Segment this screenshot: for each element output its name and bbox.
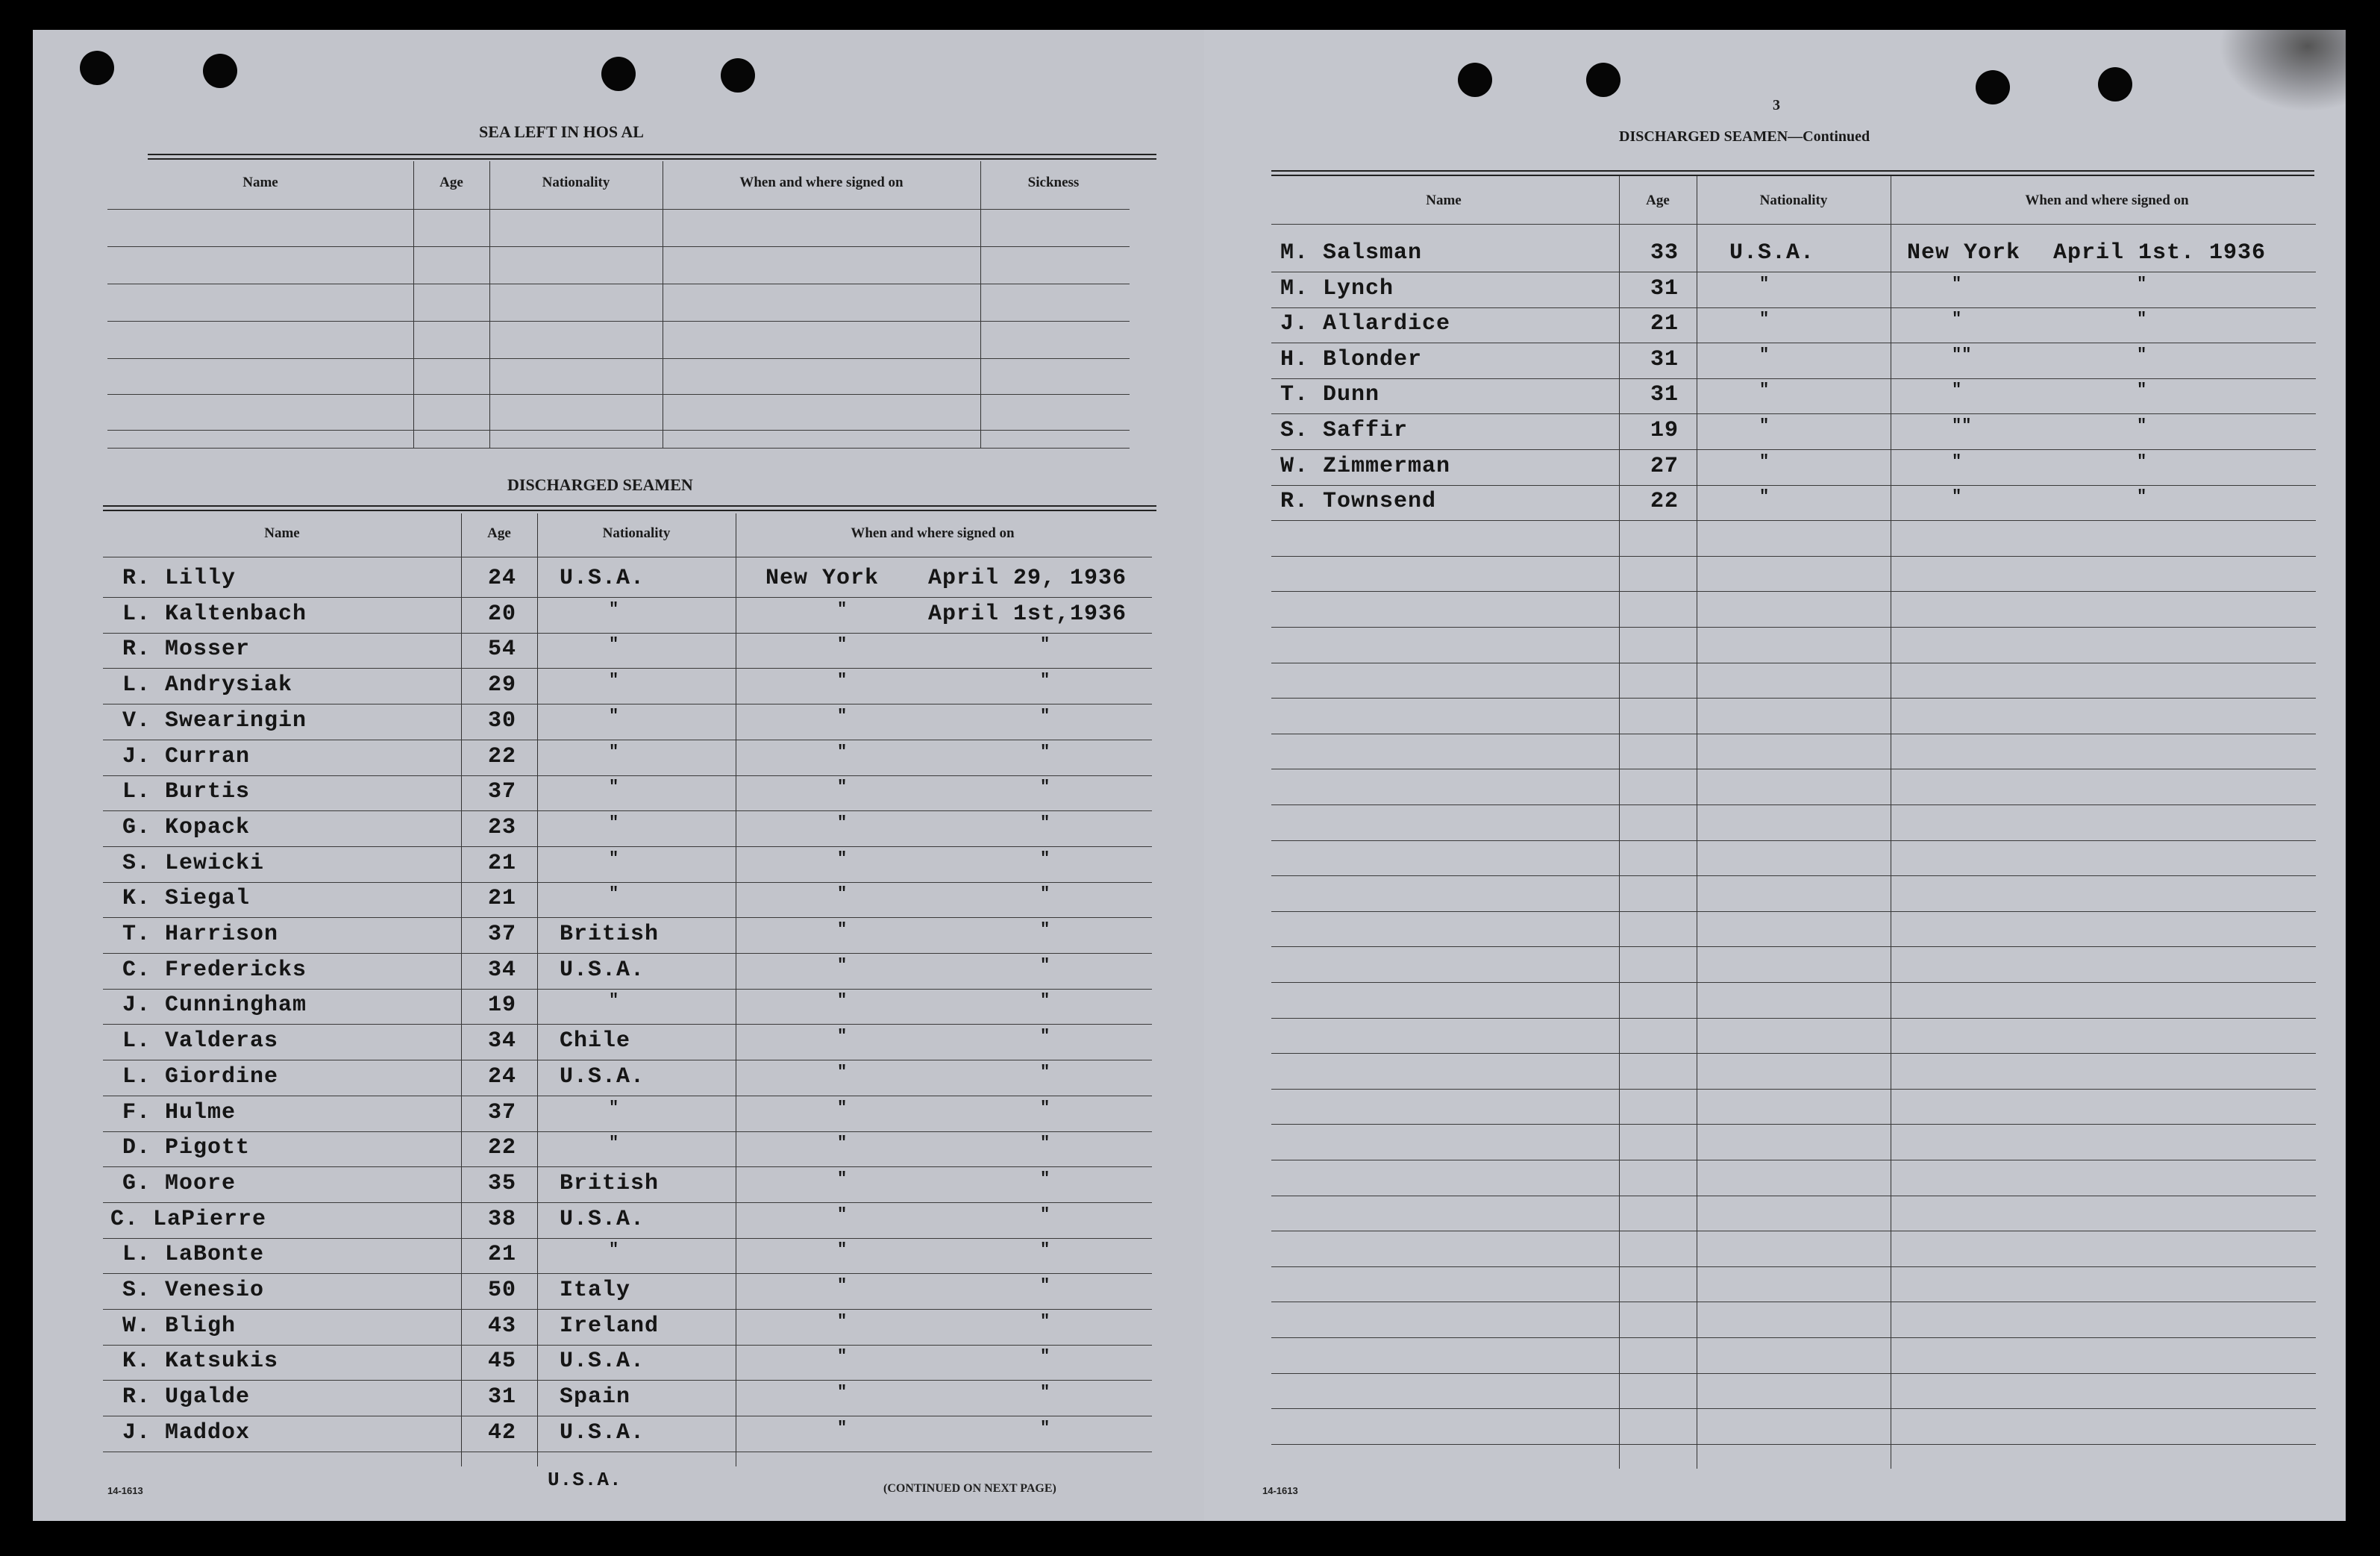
row-line bbox=[103, 882, 1152, 883]
column-header: Nationality bbox=[602, 525, 671, 541]
seaman-name: V. Swearingin bbox=[122, 707, 307, 734]
continued-note: (CONTINUED ON NEXT PAGE) bbox=[883, 1482, 1056, 1495]
ditto-mark: " bbox=[2137, 452, 2147, 471]
seaman-age: 54 bbox=[488, 637, 517, 663]
column-divider bbox=[537, 513, 538, 1466]
ditto-mark: " bbox=[1759, 416, 1770, 435]
ditto-mark: " bbox=[1759, 345, 1770, 364]
ditto-mark: " bbox=[2137, 381, 2147, 400]
seaman-nationality: Italy bbox=[560, 1278, 631, 1303]
ditto-mark: " bbox=[2137, 310, 2147, 329]
seaman-name: C. Fredericks bbox=[122, 957, 307, 983]
right-ledger-page bbox=[1204, 30, 2346, 1521]
column-header: Age bbox=[439, 175, 463, 190]
seaman-age: 43 bbox=[488, 1313, 517, 1339]
row-line bbox=[103, 989, 1152, 990]
seaman-age: 37 bbox=[488, 779, 517, 805]
binder-hole bbox=[1458, 63, 1492, 97]
column-header: Name bbox=[1426, 193, 1462, 208]
seaman-age: 30 bbox=[488, 707, 517, 734]
seaman-age: 19 bbox=[1650, 418, 1679, 443]
ditto-mark: " bbox=[837, 778, 848, 797]
row-line bbox=[1271, 804, 2316, 805]
row-line bbox=[103, 775, 1152, 776]
seaman-nationality: U.S.A. bbox=[560, 1349, 645, 1375]
row-line bbox=[107, 321, 1130, 322]
ditto-mark: " bbox=[609, 635, 619, 654]
row-line bbox=[1271, 307, 2316, 308]
ditto-mark: " bbox=[837, 1098, 848, 1117]
ditto-mark: " bbox=[837, 920, 848, 939]
ditto-mark: " bbox=[609, 742, 619, 761]
seaman-age: 21 bbox=[488, 850, 517, 876]
ditto-mark: "" bbox=[1952, 416, 1972, 435]
seaman-age: 29 bbox=[488, 672, 517, 699]
seaman-nationality: U.S.A. bbox=[560, 1206, 645, 1232]
row-line bbox=[1271, 1089, 2316, 1090]
row-line bbox=[107, 430, 1130, 431]
row-line bbox=[1271, 1373, 2316, 1374]
signed-on-date: April 29, 1936 bbox=[928, 566, 1127, 591]
row-line bbox=[103, 597, 1152, 598]
binder-hole bbox=[203, 54, 237, 88]
seaman-age: 24 bbox=[488, 566, 517, 591]
column-header: Age bbox=[1646, 193, 1670, 208]
seaman-name: K. Katsukis bbox=[122, 1349, 279, 1375]
seaman-age: 45 bbox=[488, 1349, 517, 1375]
seaman-name: D. Pigott bbox=[122, 1135, 251, 1161]
ditto-mark: " bbox=[1040, 778, 1050, 797]
seaman-name: J. Maddox bbox=[122, 1419, 251, 1446]
seaman-name: C. LaPierre bbox=[110, 1206, 267, 1232]
seaman-name: J. Allardice bbox=[1280, 311, 1451, 337]
ditto-mark: " bbox=[837, 1240, 848, 1260]
row-line bbox=[103, 1309, 1152, 1310]
ditto-mark: " bbox=[837, 1027, 848, 1046]
ditto-mark: " bbox=[609, 991, 619, 1010]
seaman-age: 21 bbox=[1650, 311, 1679, 337]
seaman-name: K. Siegal bbox=[122, 886, 251, 912]
row-line bbox=[1271, 1337, 2316, 1338]
seaman-name: L. LaBonte bbox=[122, 1242, 265, 1268]
seaman-nationality: Ireland bbox=[560, 1313, 660, 1339]
ditto-mark: " bbox=[1040, 813, 1050, 832]
column-divider bbox=[413, 161, 414, 448]
ditto-mark: " bbox=[837, 1062, 848, 1081]
hospital-section-title: SEA LEFT IN HOS AL bbox=[479, 122, 644, 141]
ditto-mark: " bbox=[609, 813, 619, 832]
column-divider bbox=[1619, 176, 1620, 1469]
seaman-name: W. Bligh bbox=[122, 1313, 237, 1339]
seaman-nationality: British bbox=[560, 1170, 660, 1196]
seaman-age: 27 bbox=[1650, 453, 1679, 479]
column-header: When and where signed on bbox=[2025, 193, 2189, 208]
ditto-mark: " bbox=[1040, 1098, 1050, 1117]
ditto-mark: " bbox=[837, 1205, 848, 1224]
seaman-age: 31 bbox=[1650, 346, 1679, 372]
row-line bbox=[103, 668, 1152, 669]
ditto-mark: " bbox=[1040, 1169, 1050, 1188]
ditto-mark: " bbox=[1040, 742, 1050, 761]
row-line bbox=[1271, 1053, 2316, 1054]
column-header: When and where signed on bbox=[851, 525, 1015, 541]
seaman-nationality: U.S.A. bbox=[1729, 240, 1815, 266]
seaman-age: 31 bbox=[1650, 382, 1679, 408]
row-line bbox=[103, 917, 1152, 918]
seaman-age: 31 bbox=[488, 1384, 517, 1410]
ditto-mark: " bbox=[1040, 1062, 1050, 1081]
row-line bbox=[1271, 591, 2316, 592]
seaman-age: 22 bbox=[488, 1135, 517, 1161]
column-header: Nationality bbox=[542, 175, 610, 190]
ditto-mark: " bbox=[1952, 452, 1962, 471]
ditto-mark: " bbox=[609, 778, 619, 797]
row-line bbox=[103, 846, 1152, 847]
ditto-mark: " bbox=[609, 1098, 619, 1117]
ditto-mark: " bbox=[1952, 381, 1962, 400]
ditto-mark: " bbox=[1952, 274, 1962, 293]
row-line bbox=[1271, 698, 2316, 699]
seaman-name: M. Lynch bbox=[1280, 275, 1394, 301]
ditto-mark: " bbox=[609, 671, 619, 690]
seaman-name: S. Saffir bbox=[1280, 418, 1409, 443]
page-number: 3 bbox=[1773, 97, 1780, 113]
seaman-name: R. Townsend bbox=[1280, 489, 1437, 515]
ditto-mark: " bbox=[1040, 1311, 1050, 1331]
seaman-age: 38 bbox=[488, 1206, 517, 1232]
ditto-mark: " bbox=[609, 849, 619, 868]
seaman-name: J. Curran bbox=[122, 743, 251, 769]
ditto-mark: " bbox=[1040, 706, 1050, 725]
column-divider bbox=[980, 161, 981, 448]
column-header: Name bbox=[242, 175, 278, 190]
section-rule bbox=[103, 505, 1156, 511]
seaman-age: 31 bbox=[1650, 275, 1679, 301]
ditto-mark: " bbox=[1040, 920, 1050, 939]
section-rule bbox=[1271, 170, 2314, 176]
ditto-mark: " bbox=[1952, 310, 1962, 329]
seaman-nationality: U.S.A. bbox=[560, 1419, 645, 1446]
ditto-mark: " bbox=[837, 1347, 848, 1366]
ditto-mark: " bbox=[609, 706, 619, 725]
signed-on-place: New York bbox=[765, 566, 880, 591]
row-line bbox=[1271, 875, 2316, 876]
seaman-nationality: British bbox=[560, 922, 660, 947]
binder-hole bbox=[1586, 63, 1620, 97]
seaman-nationality: U.S.A. bbox=[560, 1063, 645, 1090]
signed-on-date: April 1st,1936 bbox=[928, 601, 1127, 627]
seaman-name: J. Cunningham bbox=[122, 993, 307, 1019]
ditto-mark: " bbox=[837, 1418, 848, 1437]
ditto-mark: " bbox=[837, 813, 848, 832]
seaman-name: S. Venesio bbox=[122, 1278, 265, 1303]
seaman-age: 34 bbox=[488, 1028, 517, 1054]
row-line bbox=[1271, 1408, 2316, 1409]
ditto-mark: " bbox=[837, 635, 848, 654]
row-line bbox=[1271, 627, 2316, 628]
seaman-age: 21 bbox=[488, 886, 517, 912]
seaman-age: 22 bbox=[1650, 489, 1679, 515]
ditto-mark: " bbox=[2137, 345, 2147, 364]
seaman-age: 37 bbox=[488, 922, 517, 947]
ditto-mark: " bbox=[837, 706, 848, 725]
seaman-nationality: U.S.A. bbox=[560, 566, 645, 591]
seaman-name: F. Hulme bbox=[122, 1099, 237, 1125]
ditto-mark: " bbox=[1040, 635, 1050, 654]
ditto-mark: " bbox=[1040, 1418, 1050, 1437]
ditto-mark: " bbox=[1040, 671, 1050, 690]
ditto-mark: " bbox=[837, 671, 848, 690]
seaman-name: T. Dunn bbox=[1280, 382, 1380, 408]
row-line bbox=[103, 1166, 1152, 1167]
ditto-mark: " bbox=[1040, 1134, 1050, 1153]
ditto-mark: " bbox=[609, 1134, 619, 1153]
seaman-name: G. Moore bbox=[122, 1170, 237, 1196]
ditto-mark: " bbox=[2137, 487, 2147, 507]
discharged-section-title: DISCHARGED SEAMEN bbox=[507, 475, 693, 494]
row-line bbox=[107, 209, 1130, 210]
seaman-nationality: U.S.A. bbox=[560, 957, 645, 983]
left-ledger-page bbox=[33, 30, 1204, 1521]
seaman-age: 50 bbox=[488, 1278, 517, 1303]
row-line bbox=[103, 953, 1152, 954]
binder-hole bbox=[2098, 67, 2132, 101]
row-line bbox=[103, 1202, 1152, 1203]
column-header: Sickness bbox=[1027, 175, 1080, 190]
seaman-age: 42 bbox=[488, 1419, 517, 1446]
ditto-mark: " bbox=[837, 599, 848, 619]
seaman-age: 35 bbox=[488, 1170, 517, 1196]
ditto-mark: " bbox=[837, 742, 848, 761]
ditto-mark: " bbox=[1952, 487, 1962, 507]
ditto-mark: " bbox=[1040, 1276, 1050, 1295]
row-line bbox=[107, 448, 1130, 449]
seaman-name: W. Zimmerman bbox=[1280, 453, 1451, 479]
seaman-age: 22 bbox=[488, 743, 517, 769]
seaman-name: L. Valderas bbox=[122, 1028, 279, 1054]
right-section-title: DISCHARGED SEAMEN—Continued bbox=[1619, 128, 1870, 145]
row-line bbox=[107, 246, 1130, 247]
ditto-mark: " bbox=[1040, 991, 1050, 1010]
section-rule bbox=[148, 154, 1156, 160]
paper-stain bbox=[2219, 30, 2346, 112]
row-line bbox=[1271, 911, 2316, 912]
signed-on-date: April 1st. 1936 bbox=[2053, 240, 2267, 266]
seaman-age: 23 bbox=[488, 814, 517, 840]
seaman-age: 20 bbox=[488, 601, 517, 627]
ditto-mark: " bbox=[837, 884, 848, 904]
signed-on-place: New York bbox=[1907, 240, 2021, 266]
row-line bbox=[1271, 1266, 2316, 1267]
seaman-name: R. Ugalde bbox=[122, 1384, 251, 1410]
ditto-mark: " bbox=[837, 1383, 848, 1402]
ditto-mark: " bbox=[837, 849, 848, 868]
ditto-mark: "" bbox=[1952, 345, 1972, 364]
form-number: 14-1613 bbox=[1262, 1485, 1298, 1496]
binder-hole bbox=[80, 51, 114, 85]
column-header: Nationality bbox=[1759, 193, 1828, 208]
ditto-mark: " bbox=[837, 1311, 848, 1331]
seaman-nationality: Chile bbox=[560, 1028, 631, 1054]
row-line bbox=[103, 1238, 1152, 1239]
ditto-mark: " bbox=[1759, 274, 1770, 293]
header-line bbox=[1271, 224, 2316, 225]
ditto-mark: " bbox=[837, 991, 848, 1010]
seaman-nationality: Spain bbox=[560, 1384, 631, 1410]
seaman-name: S. Lewicki bbox=[122, 850, 265, 876]
row-line bbox=[1271, 946, 2316, 947]
row-line bbox=[103, 1345, 1152, 1346]
seaman-age: 19 bbox=[488, 993, 517, 1019]
row-line bbox=[1271, 1018, 2316, 1019]
seaman-name: M. Salsman bbox=[1280, 240, 1423, 266]
row-line bbox=[1271, 449, 2316, 450]
seaman-name: L. Giordine bbox=[122, 1063, 279, 1090]
ditto-mark: " bbox=[1040, 1240, 1050, 1260]
seaman-age: 34 bbox=[488, 957, 517, 983]
ditto-mark: " bbox=[1759, 452, 1770, 471]
row-line bbox=[103, 633, 1152, 634]
ditto-mark: " bbox=[1759, 487, 1770, 507]
seaman-age: 21 bbox=[488, 1242, 517, 1268]
row-line bbox=[1271, 982, 2316, 983]
seaman-name: L. Kaltenbach bbox=[122, 601, 307, 627]
ditto-mark: " bbox=[609, 1240, 619, 1260]
ditto-mark: " bbox=[1759, 381, 1770, 400]
ditto-mark: " bbox=[609, 884, 619, 904]
ditto-mark: " bbox=[837, 1276, 848, 1295]
ditto-mark: " bbox=[2137, 274, 2147, 293]
row-line bbox=[1271, 378, 2316, 379]
seaman-name: H. Blonder bbox=[1280, 346, 1423, 372]
seaman-name: G. Kopack bbox=[122, 814, 251, 840]
ditto-mark: " bbox=[1759, 310, 1770, 329]
ditto-mark: " bbox=[837, 955, 848, 975]
row-line bbox=[1271, 520, 2316, 521]
row-line bbox=[107, 358, 1130, 359]
ditto-mark: " bbox=[609, 599, 619, 619]
seaman-name: R. Lilly bbox=[122, 566, 237, 591]
seaman-name: T. Harrison bbox=[122, 922, 279, 947]
ditto-mark: " bbox=[1040, 955, 1050, 975]
row-line bbox=[1271, 485, 2316, 486]
form-number: 14-1613 bbox=[107, 1485, 143, 1496]
binder-hole bbox=[1976, 70, 2010, 104]
row-line bbox=[1271, 556, 2316, 557]
seaman-age: 33 bbox=[1650, 240, 1679, 266]
row-line bbox=[1271, 1444, 2316, 1445]
row-line bbox=[103, 810, 1152, 811]
binder-hole bbox=[721, 58, 755, 93]
seaman-name: L. Burtis bbox=[122, 779, 251, 805]
row-line bbox=[1271, 840, 2316, 841]
ditto-mark: " bbox=[1040, 1383, 1050, 1402]
ditto-mark: " bbox=[1040, 1347, 1050, 1366]
ditto-mark: " bbox=[1040, 1027, 1050, 1046]
row-line bbox=[103, 1131, 1152, 1132]
ditto-mark: " bbox=[1040, 884, 1050, 904]
column-header: When and where signed on bbox=[739, 175, 904, 190]
row-line bbox=[1271, 1124, 2316, 1125]
ditto-mark: " bbox=[1040, 849, 1050, 868]
seaman-name: R. Mosser bbox=[122, 637, 251, 663]
column-header: Age bbox=[487, 525, 511, 541]
column-divider bbox=[461, 513, 462, 1466]
seaman-age: 24 bbox=[488, 1063, 517, 1090]
seaman-name: L. Andrysiak bbox=[122, 672, 293, 699]
row-line bbox=[103, 1273, 1152, 1274]
ditto-mark: " bbox=[1040, 1205, 1050, 1224]
binder-hole bbox=[601, 57, 636, 91]
row-line bbox=[107, 394, 1130, 395]
row-line bbox=[103, 1380, 1152, 1381]
ditto-mark: " bbox=[837, 1134, 848, 1153]
column-header: Name bbox=[264, 525, 300, 541]
column-divider bbox=[489, 161, 490, 448]
row-line bbox=[1271, 413, 2316, 414]
ditto-mark: " bbox=[2137, 416, 2147, 435]
row-line bbox=[103, 1024, 1152, 1025]
overtyped-nationality: U.S.A. bbox=[548, 1469, 622, 1491]
seaman-age: 37 bbox=[488, 1099, 517, 1125]
ditto-mark: " bbox=[837, 1169, 848, 1188]
